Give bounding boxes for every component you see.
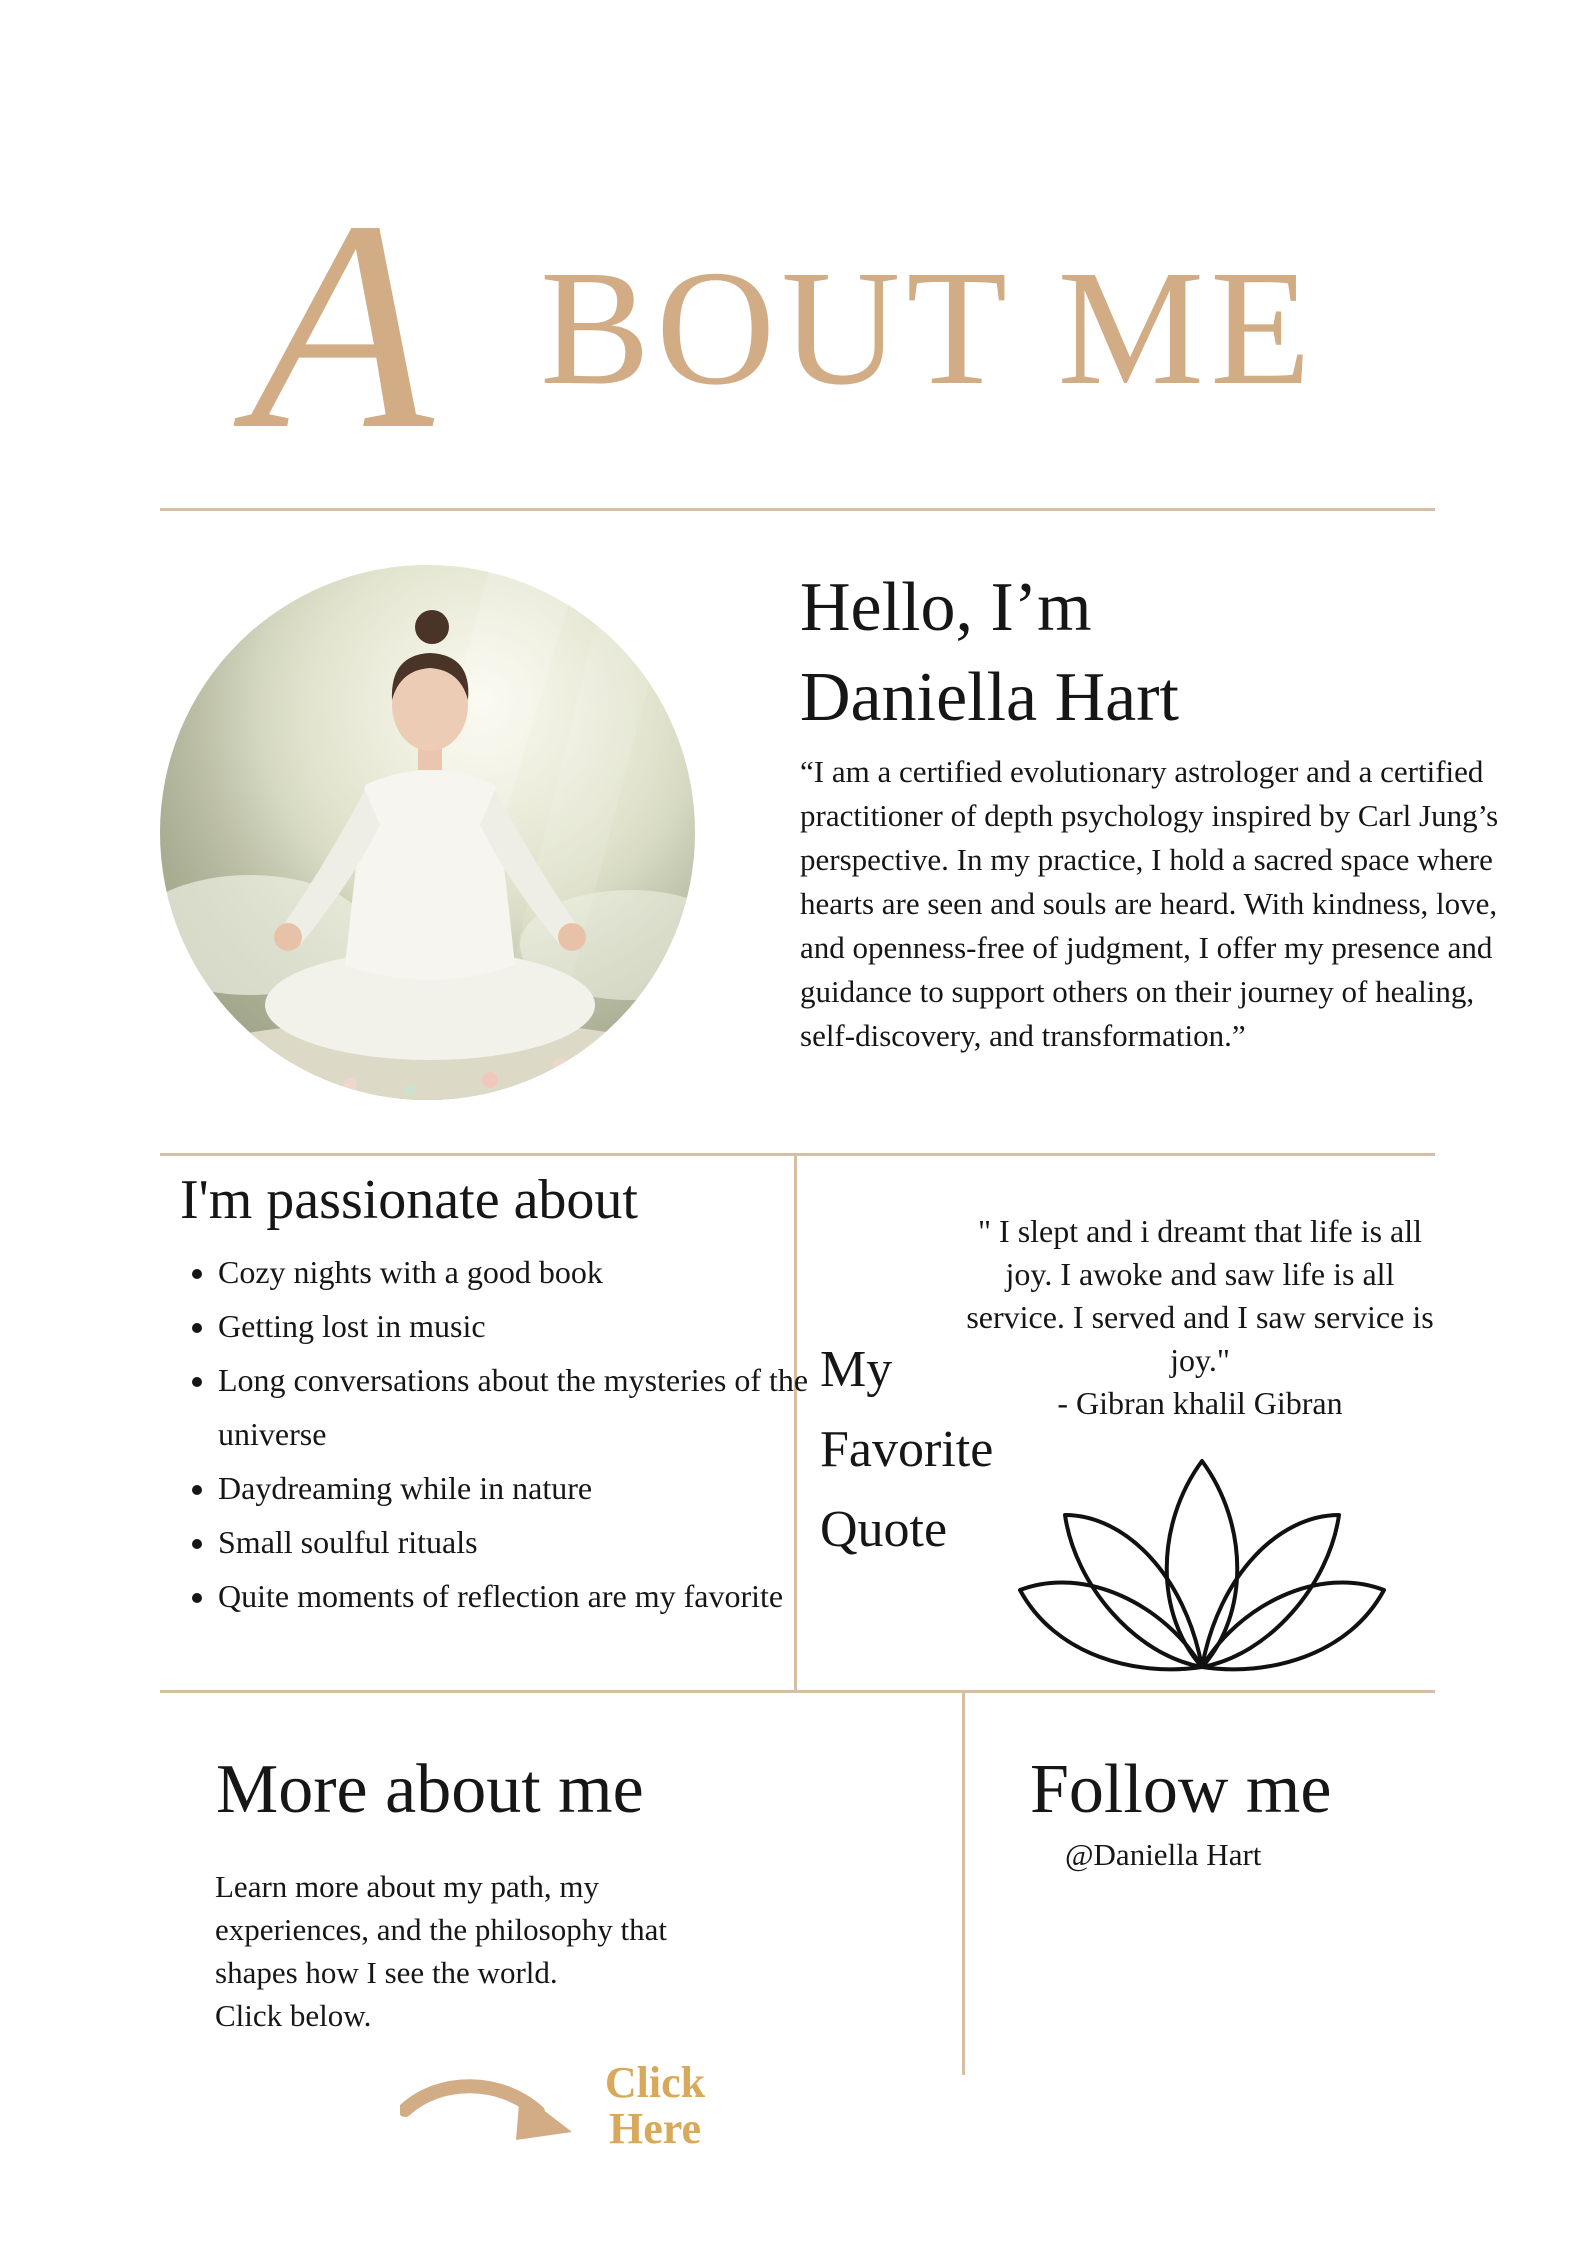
quote-author: - Gibran khalil Gibran	[1057, 1385, 1343, 1421]
more-about-line-4: Click below.	[215, 1998, 372, 2033]
divider-lower	[160, 1690, 1435, 1693]
passions-list	[180, 1245, 828, 1623]
divider-middle	[160, 1153, 1435, 1156]
passions-heading: I'm passionate about	[180, 1169, 638, 1231]
greeting-heading	[800, 563, 1520, 743]
divider-top	[160, 508, 1435, 511]
quote-text: " I slept and i dreamt that life is all joy. I awoke and saw life is all service. I served and I saw service is joy."	[966, 1213, 1434, 1378]
page-title	[250, 159, 1400, 491]
list-item: • Getting lost in music	[218, 1299, 828, 1353]
list-item: • Daydreaming while in nature	[218, 1461, 828, 1515]
quote-label	[820, 1330, 1040, 1570]
bio-text: “I am a certified evolutionary astrologer and a certified practitioner of depth psychology inspired by Carl Jung’s perspective. In my practice, I hold a sacred space where hearts are seen and souls are heard. With kindness, love, and openness-free of judgment, I offer my presence and guidance to support others on their journey of healing, self-discovery, and transformation.”	[800, 754, 1499, 1053]
click-here-line-2: Here	[608, 2104, 702, 2153]
social-handle-link[interactable]: @Daniella Hart	[1065, 1837, 1262, 1872]
lotus-icon	[1015, 1455, 1390, 1675]
portrait-photo	[160, 565, 695, 1100]
follow-heading: Follow me	[1030, 1751, 1332, 1828]
meditating-woman-icon	[160, 565, 695, 1100]
divider-vertical-follow	[962, 1690, 965, 2075]
list-item: • Cozy nights with a good book	[218, 1245, 828, 1299]
title-rest: BOUT ME	[540, 236, 1317, 419]
title-initial: A	[250, 159, 434, 491]
list-item: • Long conversations about the mysteries of the universe	[218, 1353, 828, 1461]
click-here-line-1: Click	[604, 2058, 706, 2107]
click-here-button[interactable]	[575, 2060, 735, 2152]
more-about-text	[215, 1865, 815, 2037]
quote-label-line-2: Favorite	[820, 1421, 994, 1478]
list-item: • Small soulful rituals	[218, 1515, 828, 1569]
greeting-line-1: Hello, I’m	[800, 569, 1092, 646]
list-item: • Quite moments of reflection are my favorite	[218, 1569, 828, 1623]
more-about-line-3: shapes how I see the world.	[215, 1955, 558, 1990]
greeting-line-2: Daniella Hart	[800, 659, 1179, 736]
more-about-line-1: Learn more about my path, my	[215, 1869, 599, 1904]
curved-arrow-icon	[400, 2070, 575, 2150]
more-about-heading: More about me	[216, 1751, 644, 1828]
quote-label-line-3: Quote	[820, 1501, 948, 1558]
quote-label-line-1: My	[820, 1341, 893, 1398]
more-about-line-2: experiences, and the philosophy that	[215, 1912, 667, 1947]
